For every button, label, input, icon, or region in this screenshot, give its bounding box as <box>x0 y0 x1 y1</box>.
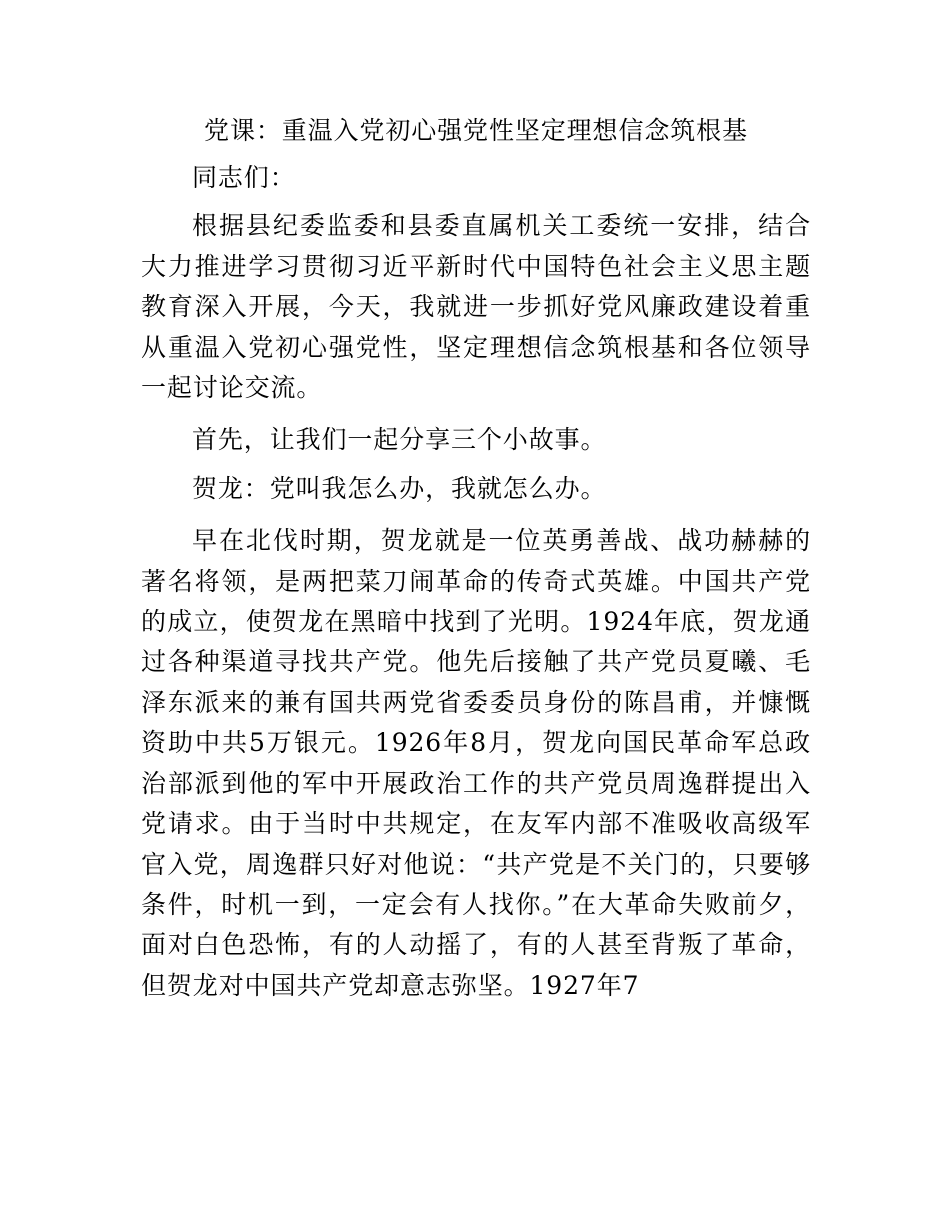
document-body <box>141 108 811 1006</box>
document-title: 党课：重温入党初心强党性坚定理想信念筑根基 <box>204 116 748 145</box>
paragraph-story-body: 早在北伐时期，贺龙就是一位英勇善战、战功赫赫的著名将领，是两把菜刀闹革命的传奇式英雄。中国共产党的成立，使贺龙在黑暗中找到了光明。1924年底，贺龙通过各种渠道寻找共产党。他先后接触了共产党员夏曦、毛泽东派来的兼有国共两党省委委员身份的陈昌甫，并慷慨资助中共5万银元。1926年8月，贺龙向国民革命军总政治部派到他的军中开展政治工作的共产党员周逸群提出入党请求。由于当时中共规定，在友军内部不准吸收高级军官入党，周逸群只好对他说：“共产党是不关门的，只要够条件，时机一到，一定会有人找你。”在大革命失败前夕，面对白色恐怖，有的人动摇了，有的人甚至背叛了革命，但贺龙对中国共产党却意志弥坚。1927年7 <box>141 526 811 1000</box>
paragraph-stories-intro: 首先，让我们一起分享三个小故事。 <box>192 425 607 455</box>
salutation: 同志们： <box>192 163 296 192</box>
paragraph-intro: 根据县纪委监委和县委直属机关工委统一安排，结合大力推进学习贯彻习近平新时代中国特色社会主义思主题教育深入开展，今天，我就进一步抓好党风廉政建设着重从重温入党初心强党性，坚定理想信念筑根基和各位领导一起讨论交流。 <box>141 211 811 403</box>
story-heading: 贺龙：党叫我怎么办，我就怎么办。 <box>192 473 607 503</box>
